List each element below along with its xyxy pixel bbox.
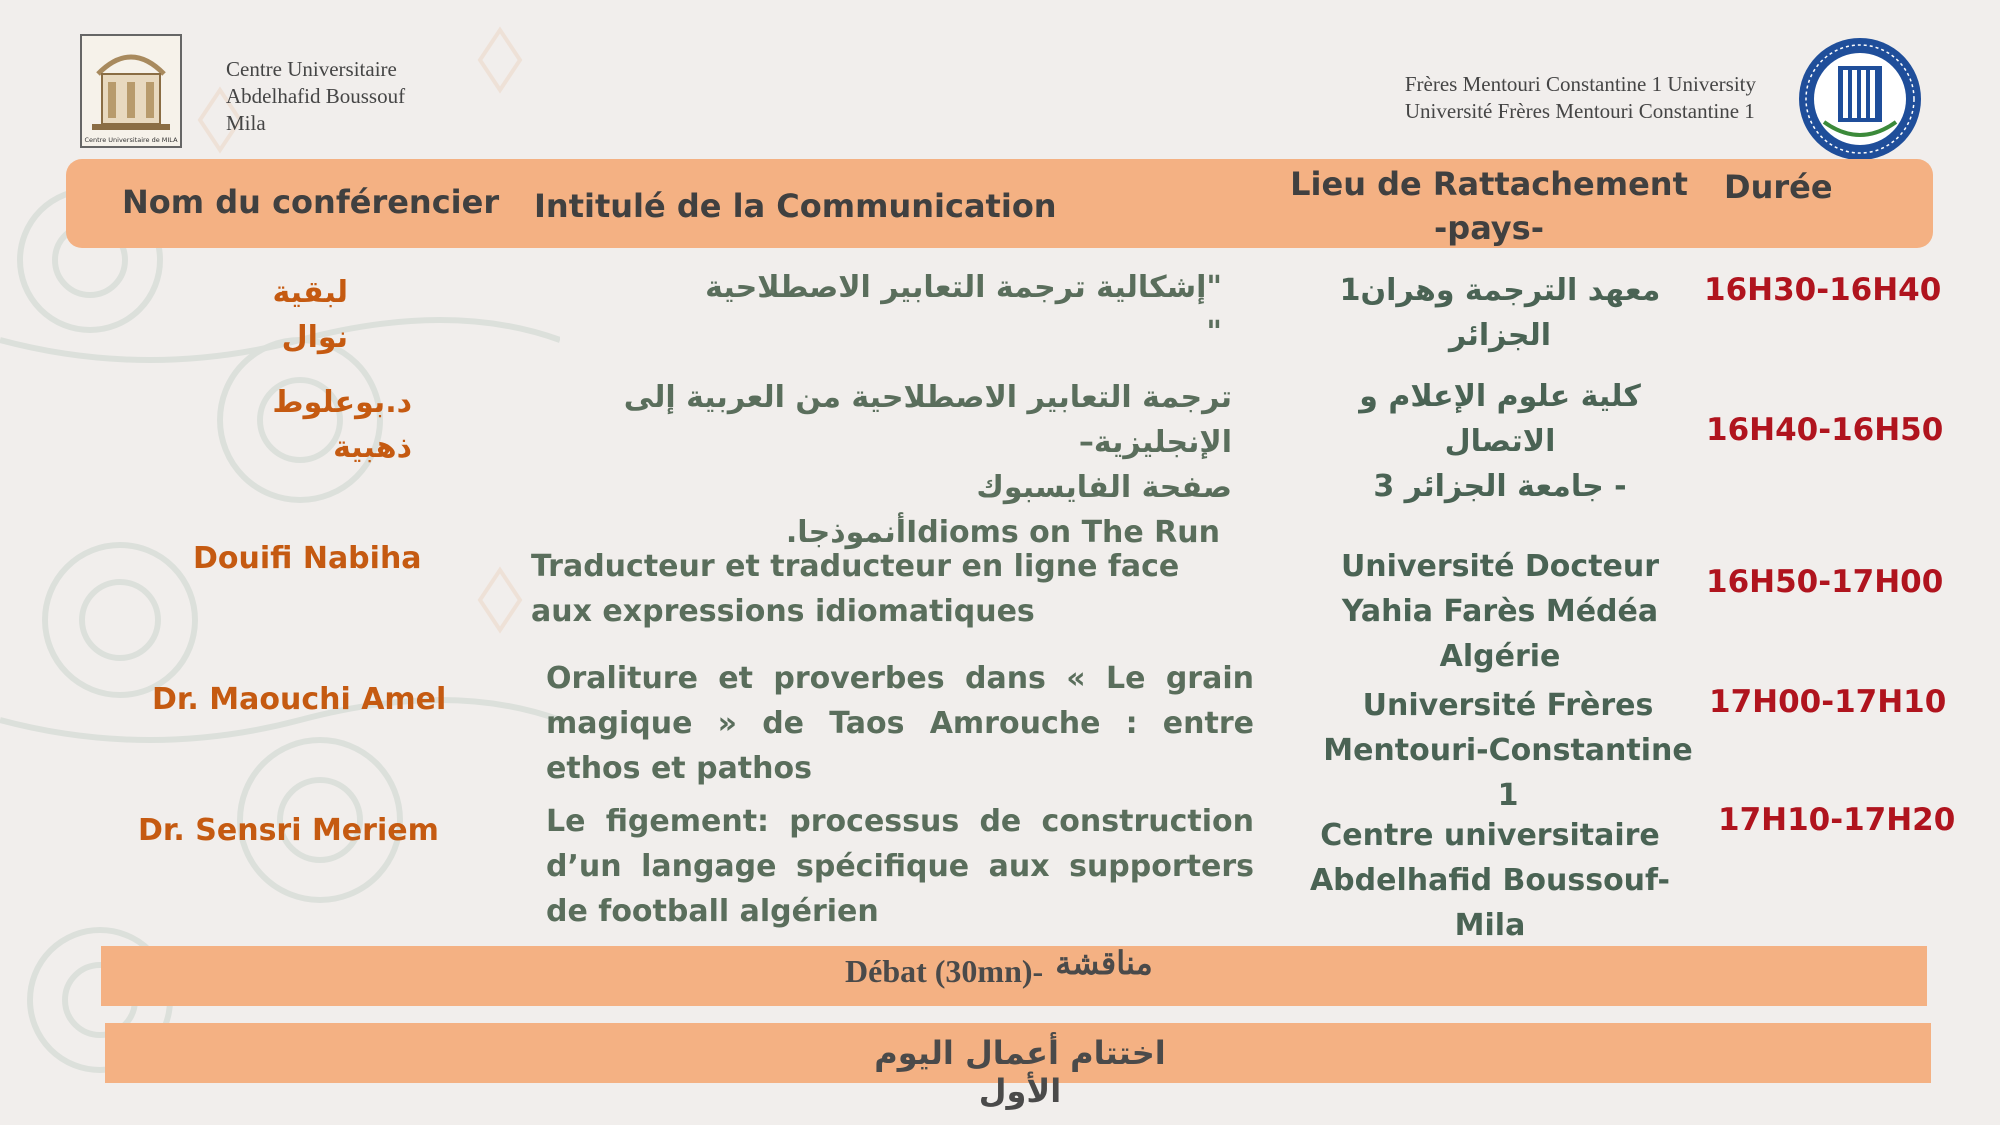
row4-lieu bbox=[1310, 683, 1706, 818]
svg-text:Centre Universitaire de MILA: Centre Universitaire de MILA bbox=[84, 136, 178, 144]
debat-ar: مناقشة bbox=[1055, 945, 1153, 981]
row5-lieu-line3: Mila bbox=[1454, 908, 1526, 943]
left-institution bbox=[226, 56, 405, 137]
closing-label: اختتام أعمال اليوم الأول bbox=[874, 1034, 1166, 1110]
row4-lieu-line1: Université Frères bbox=[1362, 688, 1654, 723]
row5-title: Le figement: processus de construction d’un langage spécifique aux supporters de football algérien bbox=[546, 804, 1254, 929]
left-institution-line1: Centre Universitaire bbox=[226, 57, 397, 81]
header-lieu bbox=[1290, 162, 1688, 250]
row2-title-line1: ترجمة التعابير الاصطلاحية من العربية إلى الإنجليزية– bbox=[623, 380, 1232, 460]
right-institution-line2: Université Frères Mentouri Constantine 1 bbox=[1404, 99, 1755, 123]
header-title: Intitulé de la Communication bbox=[534, 187, 1057, 225]
row3-lieu-line1: Université Docteur bbox=[1340, 549, 1660, 584]
row4-duree: 17H00-17H10 bbox=[1709, 684, 1947, 720]
row3-name: Douifi Nabiha bbox=[193, 541, 422, 576]
row4-lieu-line2: Mentouri-Constantine bbox=[1323, 733, 1693, 768]
row1-title: "إشكالية ترجمة التعابير الاصطلاحية " bbox=[705, 270, 1222, 350]
header-name: Nom du conférencier bbox=[122, 183, 500, 221]
row1-name: لبقية نوال bbox=[272, 275, 348, 355]
row3-lieu-line3: Algérie bbox=[1439, 639, 1561, 674]
row1-lieu-line1: معهد الترجمة وهران1 bbox=[1339, 273, 1661, 308]
row4-name: Dr. Maouchi Amel bbox=[152, 682, 447, 717]
left-institution-line2: Abdelhafid Boussouf bbox=[226, 84, 406, 108]
row1-duree: 16H30-16H40 bbox=[1704, 272, 1942, 308]
left-institution-line3: Mila bbox=[226, 111, 266, 135]
debat-fr: Débat (30mn)- bbox=[845, 953, 1044, 989]
row2-title-line2: صفحة الفايسبوك bbox=[976, 470, 1232, 505]
constantine1-university-seal-logo bbox=[1794, 36, 1926, 162]
row2-lieu-line2: - جامعة الجزائر 3 bbox=[1373, 469, 1627, 504]
row3-title: Traducteur et traducteur en ligne face aux expressions idiomatiques bbox=[531, 549, 1180, 629]
row3-lieu-line2: Yahia Farès Médéa bbox=[1341, 594, 1659, 629]
row2-name: د.بوعلوط ذهبية bbox=[272, 385, 412, 465]
row2-lieu-line1: كلية علوم الإعلام و الاتصال bbox=[1359, 379, 1641, 459]
header-lieu-line1: Lieu de Rattachement bbox=[1290, 165, 1688, 203]
row2-lieu bbox=[1300, 374, 1700, 509]
row4-title: Oraliture et proverbes dans « Le grain magique » de Taos Amrouche : entre ethos et pathos bbox=[546, 661, 1254, 786]
row1-lieu-line2: الجزائر bbox=[1448, 318, 1552, 353]
row5-lieu bbox=[1290, 813, 1690, 948]
row5-duree: 17H10-17H20 bbox=[1718, 802, 1956, 838]
right-institution bbox=[1405, 71, 1756, 125]
debat-label bbox=[845, 945, 1153, 990]
row5-name: Dr. Sensri Meriem bbox=[138, 813, 439, 848]
header-duree: Durée bbox=[1724, 168, 1833, 206]
row5-lieu-line2: Abdelhafid Boussouf- bbox=[1309, 863, 1671, 898]
row2-title bbox=[540, 375, 1232, 555]
right-institution-line1: Frères Mentouri Constantine 1 University bbox=[1404, 72, 1756, 96]
row2-duree: 16H40-16H50 bbox=[1706, 412, 1944, 448]
row3-duree: 16H50-17H00 bbox=[1706, 564, 1944, 600]
row1-lieu bbox=[1300, 268, 1700, 358]
header-lieu-line2: -pays- bbox=[1434, 209, 1544, 247]
centre-universitaire-mila-logo bbox=[80, 34, 182, 148]
row3-lieu bbox=[1300, 544, 1700, 679]
row2-title-line3: Idioms on The Runأنموذجا. bbox=[785, 515, 1220, 550]
row5-lieu-line1: Centre universitaire bbox=[1320, 818, 1660, 853]
row4-lieu-line3: 1 bbox=[1497, 778, 1519, 813]
